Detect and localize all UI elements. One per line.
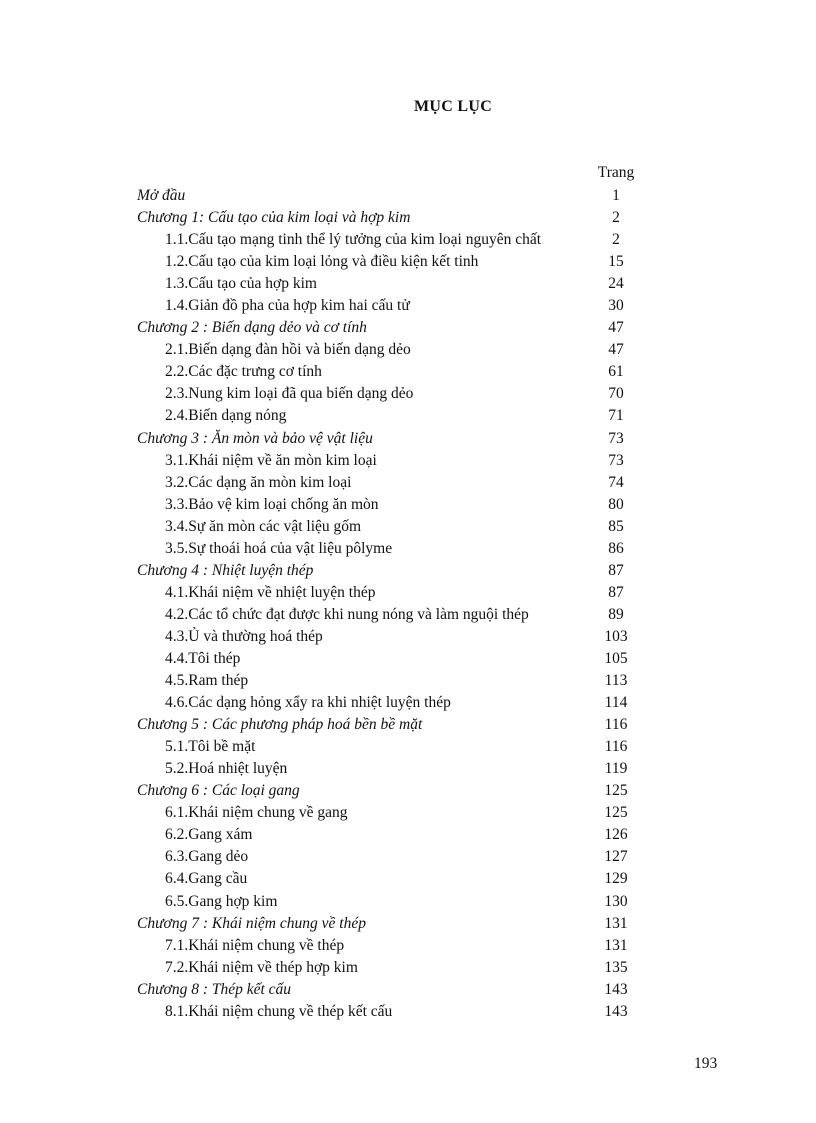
toc-entry-title: Mở đầu [137,187,186,204]
toc-entry-page: 2 [612,209,620,227]
toc-section-entry [0,891,816,913]
toc-entry-page: 135 [604,958,628,976]
toc-entry-title: 4.1.Khái niệm về nhiệt luyện thép [165,583,376,601]
toc-section-entry [0,824,816,846]
toc-section-entry [0,229,816,251]
toc-section-entry [0,494,816,516]
toc-entry-page: 143 [604,1002,628,1020]
toc-section-entry [0,472,816,494]
toc-entry-title: 4.3.Ủ và thường hoá thép [165,627,323,645]
toc-entry-page: 47 [608,341,624,359]
toc-chapter-entry [0,207,816,229]
toc-entry-title: 1.2.Cấu tạo của kim loại lỏng và điều kiện kết tinh [165,253,479,271]
toc-section-entry [0,361,816,383]
toc-entry-page: 73 [608,451,624,469]
toc-entry-title: Chương 7 : Khái niệm chung về thép [137,914,366,932]
toc-chapter-entry [0,560,816,582]
toc-entry-title: 4.6.Các dạng hỏng xẩy ra khi nhiệt luyện thép [165,694,451,712]
toc-entry-page: 105 [604,649,628,667]
toc-entry-page: 113 [604,672,628,690]
toc-entry-title: 1.3.Cấu tạo của hợp kim [165,275,317,293]
toc-section-entry [0,670,816,692]
toc-section-entry [0,935,816,957]
toc-entry-page: 103 [604,627,628,645]
toc-entry-page: 87 [608,583,624,601]
toc-entry-title: 2.2.Các đặc trưng cơ tính [165,363,322,381]
toc-section-entry [0,626,816,648]
toc-entry-page: 1 [612,187,620,204]
toc-entry-page: 61 [608,363,624,381]
toc-entry-title: Chương 3 : Ăn mòn và bảo vệ vật liệu [137,429,373,447]
toc-section-entry [0,405,816,427]
toc-entry-page: 114 [604,694,628,712]
toc-entry-page: 71 [608,407,624,425]
toc-entry-title: Chương 4 : Nhiệt luyện thép [137,561,314,579]
toc-entry-page: 126 [604,826,628,844]
toc-entry-page: 119 [604,760,628,778]
toc-entry-page: 87 [608,561,624,579]
toc-entry-page: 89 [608,605,624,623]
toc-entry-title: 6.2.Gang xám [165,826,253,844]
toc-entry-page: 127 [604,848,628,866]
page-column-header: Trang [597,164,635,181]
toc-section-entry [0,648,816,670]
toc-section-entry [0,692,816,714]
toc-entry-page: 131 [604,914,628,932]
toc-entry-page: 131 [604,936,628,954]
toc-entry-page: 47 [608,319,624,337]
toc-chapter-entry [0,913,816,935]
toc-entry-page: 24 [608,275,624,293]
toc-entry-title: 1.1.Cấu tạo mạng tinh thể lý tưởng của kim loại nguyên chất [165,231,542,249]
toc-section-entry [0,273,816,295]
toc-section-entry [0,758,816,780]
toc-entry-title: Chương 8 : Thép kết cấu [137,980,292,998]
toc-section-entry [0,582,816,604]
toc-section-entry [0,516,816,538]
toc-entry-title: 6.1.Khái niệm chung về gang [165,804,348,822]
toc-entry-title: 7.1.Khái niệm chung về thép [165,936,345,954]
toc-entry-title: 2.1.Biến dạng đàn hồi và biến dạng dẻo [165,341,411,359]
toc-entry-title: Chương 6 : Các loại gang [137,782,300,800]
toc-entry-title: 1.4.Giản đồ pha của hợp kim hai cấu tử [165,297,410,315]
table-of-contents [0,185,816,1023]
toc-section-entry [0,339,816,361]
toc-entry-page: 86 [608,539,624,557]
toc-section-entry [0,957,816,979]
toc-entry-title: 2.3.Nung kim loại đã qua biến dạng dẻo [165,385,414,403]
toc-entry-title: 3.1.Khái niệm về ăn mòn kim loại [165,451,377,469]
toc-section-entry [0,450,816,472]
toc-entry-title: 6.4.Gang cầu [165,870,248,888]
page-title: MỤC LỤC [413,98,493,115]
toc-entry-title: 3.4.Sự ăn mòn các vật liệu gốm [165,517,362,535]
toc-chapter-entry [0,979,816,1001]
toc-chapter-entry [0,714,816,736]
toc-entry-title: Chương 1: Cấu tạo của kim loại và hợp kim [137,209,411,227]
toc-entry-page: 30 [608,297,624,315]
toc-chapter-entry [0,317,816,339]
toc-entry-page: 143 [604,980,628,998]
toc-entry-page: 116 [604,738,628,756]
toc-section-entry [0,538,816,560]
toc-entry-page: 74 [608,473,624,491]
toc-entry-page: 73 [608,429,624,447]
toc-section-entry [0,802,816,824]
toc-entry-title: 6.5.Gang hợp kim [165,892,278,910]
toc-section-entry [0,295,816,317]
toc-entry-title: 5.2.Hoá nhiệt luyện [165,760,288,778]
toc-entry-page: 125 [604,804,628,822]
toc-section-entry [0,846,816,868]
toc-section-entry [0,1001,816,1023]
toc-entry-page: 15 [608,253,624,271]
toc-entry-title: 8.1.Khái niệm chung về thép kết cấu [165,1002,393,1020]
toc-section-entry [0,736,816,758]
toc-entry-page: 2 [612,231,620,249]
toc-entry-title: Chương 2 : Biến dạng dẻo và cơ tính [137,319,367,337]
toc-entry-title: 5.1.Tôi bề mặt [165,738,256,756]
toc-entry-title: 4.2.Các tổ chức đạt được khi nung nóng và làm nguội thép [165,605,529,623]
page-number: 193 [694,1055,718,1072]
toc-section-entry [0,383,816,405]
toc-entry-title: Chương 5 : Các phương pháp hoá bền bề mặt [137,716,423,734]
toc-entry-title: 3.2.Các dạng ăn mòn kim loại [165,473,352,491]
toc-entry-page: 85 [608,517,624,535]
toc-chapter-entry [0,185,816,207]
toc-entry-title: 3.5.Sự thoái hoá của vật liệu pôlyme [165,539,393,557]
toc-entry-page: 125 [604,782,628,800]
toc-entry-title: 3.3.Bảo vệ kim loại chống ăn mòn [165,495,379,513]
toc-entry-page: 80 [608,495,624,513]
toc-section-entry [0,868,816,890]
toc-entry-page: 130 [604,892,628,910]
toc-section-entry [0,604,816,626]
toc-chapter-entry [0,780,816,802]
toc-chapter-entry [0,428,816,450]
toc-entry-title: 2.4.Biến dạng nóng [165,407,287,425]
toc-entry-page: 70 [608,385,624,403]
toc-entry-page: 116 [604,716,628,734]
toc-entry-title: 6.3.Gang dẻo [165,848,249,866]
toc-entry-page: 129 [604,870,628,888]
toc-entry-title: 4.4.Tôi thép [165,649,241,667]
toc-entry-title: 7.2.Khái niệm về thép hợp kim [165,958,358,976]
toc-section-entry [0,251,816,273]
toc-entry-title: 4.5.Ram thép [165,672,249,690]
